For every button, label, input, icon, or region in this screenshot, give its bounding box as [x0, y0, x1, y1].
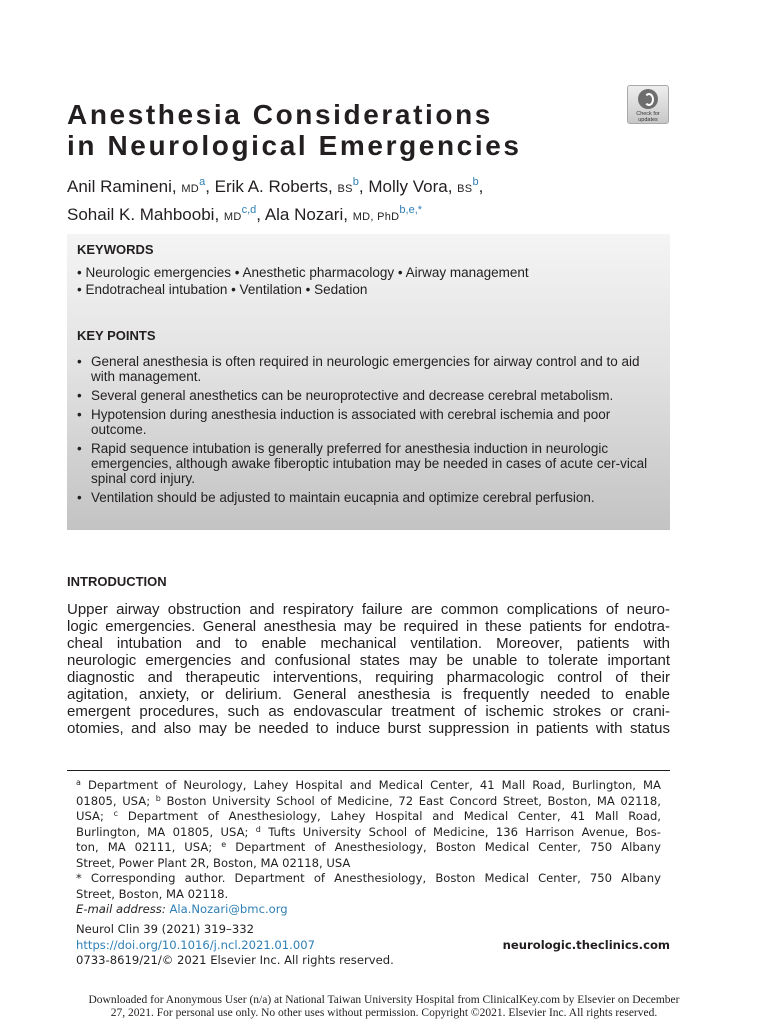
check-for-updates-icon: [638, 89, 658, 109]
keywords-line-1: • Neurologic emergencies • Anesthetic pharmacology • Airway management: [77, 265, 529, 280]
key-point-item: • General anesthesia is often required in neurologic emergencies for airway control and to aid with management.: [77, 354, 660, 384]
corresponding-author-line: * Corresponding author. Department of Anesthesiology, Boston Medical Center, 750 Albany: [76, 871, 661, 885]
footnote-divider: [67, 770, 670, 771]
body-line: logic emergencies. General anesthesia may be required in these patients for endotra-: [67, 618, 670, 635]
email-link[interactable]: Ala.Nozari@bmc.org: [169, 902, 288, 916]
body-line: cheal intubation and to enable mechanical ventilation. Moreover, patients with: [67, 635, 670, 652]
author-degree: MD: [223, 211, 242, 223]
author-name: Sohail K. Mahboobi: [67, 205, 215, 224]
doi-row: [76, 938, 670, 954]
author-affiliation[interactable]: c,d: [241, 204, 257, 216]
keywords-keypoints-box: [67, 234, 670, 530]
body-line: neurologic emergencies and confusional states may be unable to tolerate important: [67, 652, 670, 669]
body-line: diagnostic and therapeutic interventions, requiring pharmacologic control of their: [67, 669, 670, 686]
key-point-item: • Rapid sequence intubation is generally preferred for anesthesia induction in neurologic emergencies, although awake fiberoptic intubation may be needed in cases of acute cer-vical spinal cord injury.: [77, 441, 660, 486]
body-line: emergent procedures, such as endovascular treatment of ischemic strokes or crani-: [67, 703, 670, 720]
keywords-list: [77, 264, 657, 298]
affiliation-line: $^a$ Department of Neurology, Lahey Hospital and Medical Center, 41 Mall Road, Burlington, MA: [76, 778, 661, 792]
author-line-2: Sohail K. Mahboobi, MD$^{c,d}$, Ala Nozari, MD, PhD$^{b,e,*}$: [67, 204, 423, 224]
email-label: E-mail address:: [76, 902, 166, 916]
author-affiliation[interactable]: b: [472, 176, 479, 188]
article-title-line1: Anesthesia Considerations: [67, 98, 493, 130]
author-degree: BS: [337, 183, 353, 195]
corresponding-author-line: Street, Boston, MA 02118.: [76, 886, 229, 901]
author-list: [67, 172, 687, 228]
key-point-item: • Several general anesthetics can be neuroprotective and decrease cerebral metabolism.: [77, 388, 660, 403]
introduction-body: [67, 601, 670, 737]
author-line-1: Anil Ramineni, MD$^a$, Erik A. Roberts, BS$^b$, Molly Vora, BS$^b$,: [67, 176, 484, 196]
article-title-line2: in Neurological Emergencies: [67, 129, 522, 161]
key-point-item: • Hypotension during anesthesia induction is associated with cerebral ischemia and poor outcome.: [77, 407, 660, 437]
author-name: Molly Vora: [368, 177, 448, 196]
author-name: Erik A. Roberts: [214, 177, 329, 196]
affiliation-line: USA; $^c$ Department of Anesthesiology, Lahey Hospital and Medical Center, 41 Mall Road,: [76, 809, 661, 823]
author-name: Ala Nozari: [264, 205, 344, 224]
download-notice-line: Downloaded for Anonymous User (n/a) at National Taiwan University Hospital from ClinicalKey.com by Elsevier on December: [88, 994, 680, 1006]
journal-website-link[interactable]: neurologic.theclinics.com: [502, 937, 670, 952]
affiliations-footnote: [76, 778, 661, 918]
key-point-item: • Ventilation should be adjusted to maintain eucapnia and optimize cerebral perfusion.: [77, 490, 660, 505]
email-line: [76, 902, 661, 918]
author-degree: BS: [457, 183, 473, 195]
doi-link[interactable]: https://doi.org/10.1016/j.ncl.2021.01.007: [76, 937, 315, 952]
download-notice: [40, 994, 728, 1020]
author-degree: MD, PhD: [352, 211, 400, 223]
download-notice-line: 27, 2021. For personal use only. No other uses without permission. Copyright ©2021. Elsevier Inc. All rights reserved.: [110, 1007, 658, 1019]
author-degree: MD: [181, 183, 200, 195]
introduction-heading: INTRODUCTION: [67, 574, 167, 589]
check-for-updates-badge[interactable]: [627, 85, 669, 124]
body-line: agitation, anxiety, or delirium. General anesthesia is frequently needed to enable: [67, 686, 670, 703]
article-title: [67, 99, 607, 161]
affiliation-line: 01805, USA; $^b$ Boston University School of Medicine, 72 East Concord Street, Boston, MA 02118,: [76, 793, 661, 808]
copyright: 0733-8619/21/© 2021 Elsevier Inc. All rights reserved.: [76, 953, 394, 967]
author-affiliation[interactable]: a: [199, 176, 206, 188]
check-for-updates-label: Check for updates: [636, 111, 660, 123]
author-affiliation[interactable]: b: [352, 176, 359, 188]
publication-info: [76, 922, 670, 969]
affiliation-line: ton, MA 02111, USA; $^e$ Department of Anesthesiology, Boston Medical Center, 750 Albany: [76, 840, 661, 854]
key-points-heading: KEY POINTS: [77, 328, 156, 343]
key-points-list: [77, 354, 660, 509]
author-affiliation[interactable]: b,e,*: [399, 204, 423, 216]
keywords-line-2: • Endotracheal intubation • Ventilation • Sedation: [77, 282, 368, 297]
body-line: otomies, and also may be needed to induce burst suppression in patients with status: [67, 720, 670, 737]
author-name: Anil Ramineni: [67, 177, 172, 196]
affiliation-line: Street, Power Plant 2R, Boston, MA 02118, USA: [76, 855, 351, 870]
citation: Neurol Clin 39 (2021) 319–332: [76, 922, 254, 936]
body-line: Upper airway obstruction and respiratory failure are common complications of neuro-: [67, 601, 670, 618]
keywords-heading: KEYWORDS: [77, 242, 154, 257]
affiliation-line: Burlington, MA 01805, USA; $^d$ Tufts University School of Medicine, 136 Harrison Avenue, Bos-: [76, 824, 661, 839]
